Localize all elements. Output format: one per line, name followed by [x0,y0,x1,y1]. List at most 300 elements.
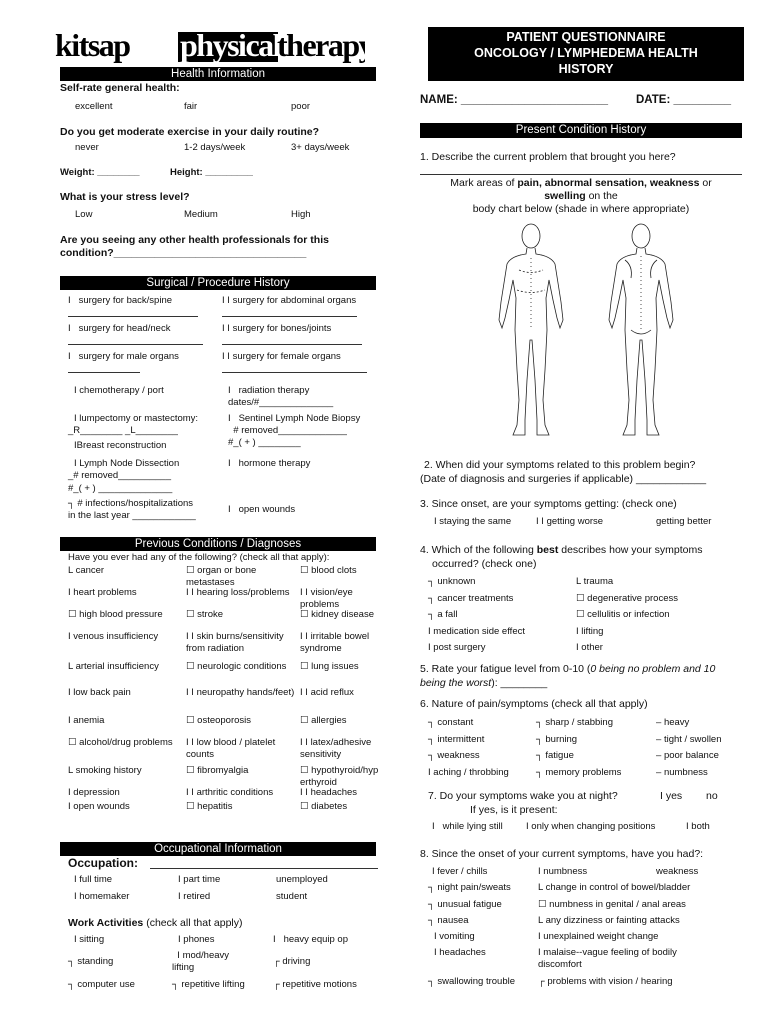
option-label: cellulitis or infection [587,609,670,620]
checkbox-icon: ┐ [428,899,438,910]
section-title: Present Condition History [515,124,647,136]
question-line-1: Are you seeing any other health professionals for this [60,234,329,246]
q8-option[interactable] [428,915,469,926]
text: ): ________ [491,677,548,689]
lymph-removed[interactable]: _# removed__________ [68,470,172,481]
text: 2. When did your symptoms related to this problem begin? [424,459,696,471]
option-label: sharp / stabbing [545,717,613,728]
q8-option[interactable] [538,899,686,910]
q7-both[interactable]: I both [686,821,710,832]
work-repetitive-lifting[interactable]: ┐ repetitive lifting [172,979,245,990]
checkbox-icon: ☐ [68,609,80,620]
hormone-therapy[interactable]: I hormone therapy [228,458,311,469]
q4-option[interactable] [428,591,513,607]
surgery-male-organs[interactable]: I surgery for male organs [68,351,179,362]
checkbox-icon: I [68,587,74,598]
text: body chart below (shade in where appropriate) [472,203,690,215]
label: mod/heavy lifting [172,950,230,973]
section-occupational [60,842,376,856]
checkbox-icon: I I [186,737,197,748]
logo-graphic [55,26,365,64]
checkbox-icon: ☐ [300,801,312,812]
checkbox-icon: ☐ [186,801,198,812]
surgery-female-organs[interactable]: I I surgery for female organs [222,351,341,362]
condition-option[interactable] [68,715,178,727]
q4-option[interactable] [576,607,670,623]
checkbox-icon: I I [300,587,311,598]
q8-option[interactable] [538,931,658,942]
q7-changing-positions[interactable]: I only when changing positions [526,821,656,832]
q8-option[interactable] [434,931,475,942]
condition-option[interactable] [300,737,392,761]
q7-lying-still[interactable]: I while lying still [432,821,503,832]
q4-option[interactable] [428,607,457,623]
option-label: trauma [583,576,614,587]
checkbox-icon: I I [186,787,197,798]
option-label: medication side effect [433,625,525,637]
label: lumpectomy or mastectomy: [79,413,199,424]
height-field[interactable]: Height: _________ [170,167,253,178]
checkbox-icon: ☐ [576,609,588,620]
general-health-question: Self-rate general health: [60,82,180,94]
lumpectomy-rl[interactable]: _R________ _L________ [68,425,178,436]
condition-label: stroke [197,609,224,620]
sentinel-positive: #_( + ) ________ [228,437,301,448]
option-3-days[interactable]: 3+ days/week [291,142,350,153]
label: computer use [77,979,135,990]
back-body-figure [609,224,673,435]
name-field[interactable]: NAME: _______________________ [420,94,608,106]
section-title: Surgical / Procedure History [146,277,290,289]
condition-label: neuropathy hands/feet) [196,687,295,698]
label: standing [77,956,114,967]
radiation-dates: dates/#______________ [228,397,334,408]
checkbox-icon: I [428,766,434,778]
condition-option[interactable] [300,565,392,577]
label: heavy equip op [283,934,349,945]
label: surgery for head/neck [78,323,171,334]
checkbox-icon: ☐ [300,565,312,576]
q8-option[interactable] [538,976,673,987]
condition-label: neurologic conditions [197,661,287,672]
label: staying the same [439,516,512,527]
option-label: unknown [437,576,476,587]
q4-option[interactable] [576,591,678,607]
option-label: intermittent [437,733,485,745]
svg-text:kitsap: kitsap [55,27,130,63]
option-label: degenerative process [587,592,678,604]
q4-option[interactable] [576,624,603,640]
sentinel-biopsy[interactable]: I Sentinel Lymph Node Biopsy # removed_____________ #_( + ) ________ [228,413,361,448]
occ-part-time[interactable]: I part time [178,874,221,885]
body-chart-instructions [420,177,742,216]
breast-reconstruction[interactable]: IBreast reconstruction [74,440,167,451]
condition-option[interactable] [186,661,296,673]
section-present-condition [420,123,742,138]
option-label: fatigue [545,750,574,761]
questionnaire-title [428,27,744,81]
q6-option[interactable] [536,765,621,782]
q8-option[interactable] [538,947,713,971]
opt-getting-better[interactable] [656,516,711,527]
option-label: numbness [543,866,588,877]
work-phones[interactable]: I phones [178,934,215,945]
occ-student[interactable] [276,891,307,902]
work-driving[interactable]: ┌ driving [273,956,311,967]
radiation-therapy[interactable]: I radiation therapy dates/#______________ [228,385,334,408]
work-standing[interactable]: ┐ standing [68,956,114,967]
q4-option[interactable] [428,640,486,656]
condition-option[interactable] [68,587,178,599]
weight-field[interactable]: Weight: ________ [60,167,140,178]
option-label: poor balance [663,750,719,761]
condition-option[interactable] [186,587,296,599]
section-title: Occupational Information [154,843,282,855]
condition-option[interactable] [300,609,392,621]
surgery-bones-joints[interactable]: I I surgery for bones/joints [222,323,332,334]
q8-option[interactable] [428,899,502,910]
q6-option[interactable] [428,715,473,732]
condition-option[interactable] [68,737,178,749]
text: 4. Which of the following [420,544,537,556]
checkbox-icon: ┐ [536,750,546,761]
logo [55,26,365,64]
checkbox-icon: L [576,576,584,587]
label: while lying still [442,821,503,832]
q8-option[interactable] [538,882,690,893]
condition-label: lung issues [311,661,359,672]
exercise-question: Do you get moderate exercise in your daily routine? [60,126,320,138]
q8-option[interactable] [434,947,486,958]
label: Sentinel Lymph Node Biopsy [238,413,361,424]
checkbox-icon: ┐ [428,576,438,587]
condition-option[interactable] [300,661,392,673]
divider [68,372,140,373]
checkbox-icon: I [68,801,74,812]
condition-label: low blood / platelet counts [186,737,276,760]
q1-answer-line [420,174,742,175]
chemotherapy[interactable]: I chemotherapy / port [74,385,164,396]
checkbox-icon: L [538,915,546,926]
checkbox-icon: L [538,882,546,893]
condition-option[interactable] [68,661,178,673]
q6-option[interactable] [536,732,577,749]
label: surgery for bones/joints [232,323,332,334]
text-bold: best [536,544,559,556]
condition-label: latex/adhesive sensitivity [300,737,372,760]
checkbox-icon: ☐ [300,765,312,776]
text: occurred? (check one) [432,558,537,570]
option-label: any dizziness or fainting attacks [545,915,680,926]
q6-option[interactable] [656,732,722,749]
option-label: weakness [437,750,480,761]
label-2: in the last year ____________ [68,510,196,521]
checkbox-icon: I [538,931,544,942]
q8-option[interactable] [538,915,680,926]
label: homemaker [79,891,130,902]
label: only when changing positions [531,821,656,832]
label: surgery for abdominal organs [232,295,357,306]
label: Occupation: [68,856,139,870]
option-high[interactable]: High [291,209,311,220]
condition-option[interactable] [186,737,296,761]
surgery-back-spine[interactable]: I surgery for back/spine [68,295,173,306]
checkbox-icon: L [68,661,76,672]
lymph-node-dissection[interactable]: I Lymph Node Dissection [74,458,180,469]
condition-option[interactable] [186,715,296,727]
condition-label: arthritic conditions [196,787,274,798]
condition-option[interactable] [186,565,296,589]
option-label: heavy [663,717,690,728]
q8-option[interactable] [428,882,511,893]
q6-option[interactable] [428,732,484,749]
work-activities-heading [68,917,243,929]
open-wounds-surgical[interactable]: I open wounds [228,504,296,515]
condition-label: open wounds [73,801,130,812]
other-professionals-question[interactable] [60,234,329,260]
condition-label: osteoporosis [197,715,252,726]
checkbox-icon: I I [186,687,197,698]
q6-option[interactable] [656,715,689,732]
text: describes how your symptoms [558,544,703,556]
q4-option[interactable] [576,574,613,590]
checkbox-icon: ┐ [428,915,438,926]
text: 5. Rate your fatigue level from 0-10 ( [420,663,591,675]
checkbox-icon: I [434,931,440,942]
condition-label: kidney disease [311,609,375,620]
surgery-head-neck[interactable]: I surgery for head/neck [68,323,171,334]
q8-option[interactable] [428,976,515,987]
checkbox-icon: ┐ [428,976,438,987]
q8-option[interactable] [432,866,487,877]
condition-label: allergies [311,715,347,726]
text: 7. Do your symptoms wake you at night? [428,790,618,802]
q8-option[interactable] [656,866,698,877]
option-label: a fall [437,609,458,620]
checkbox-icon: ☐ [300,715,312,726]
option-label: weakness [656,866,699,877]
option-low[interactable]: Low [75,209,93,220]
q6-option[interactable] [428,765,509,782]
text-italic: being the worst [420,677,492,689]
option-medium[interactable]: Medium [184,209,218,220]
work-sitting[interactable]: I sitting [74,934,105,945]
condition-option[interactable] [68,801,178,813]
condition-option[interactable] [186,687,296,699]
condition-option[interactable] [186,801,296,813]
q8-option[interactable] [538,866,587,877]
option-label: unexplained weight change [543,931,659,942]
condition-label: diabetes [311,801,348,812]
checkbox-icon: ┐ [428,717,438,728]
divider [222,344,362,345]
option-label: burning [545,733,578,745]
label: open wounds [238,504,296,515]
checkbox-icon: ☐ [186,765,198,776]
option-label: change in control of bowel/bladder [545,882,691,893]
q3-symptom-trend: 3. Since onset, are your symptoms getting: (check one) [420,498,677,510]
condition-label: acid reflux [310,687,354,698]
condition-option[interactable] [186,609,296,621]
option-label: malaise--vague feeling of bodily discomfort [538,947,677,970]
condition-option[interactable] [186,631,296,655]
checkbox-icon: I I [300,687,311,698]
lymph-positive[interactable]: #_( + ) ______________ [68,483,173,494]
checkbox-icon: L [68,765,76,776]
occupation-field[interactable] [68,856,138,870]
label: Lymph Node Dissection [79,458,180,469]
condition-label: irritable bowel syndrome [300,631,370,654]
q7-yes[interactable]: I yes [660,790,683,802]
body-chart[interactable] [497,220,687,444]
label: part time [183,874,221,885]
checkbox-icon: ☐ [538,899,550,910]
checkbox-icon: ☐ [186,565,198,576]
checkbox-icon: I [432,866,438,877]
condition-option[interactable] [68,787,178,799]
divider [222,316,357,317]
q6-option[interactable] [656,748,719,765]
option-label: headaches [439,947,486,958]
condition-option[interactable] [300,631,392,655]
option-label: lifting [581,625,604,637]
option-fair[interactable]: fair [184,101,198,112]
option-label: numbness in genital / anal areas [549,899,686,910]
condition-label: depression [73,787,120,798]
option-never[interactable]: never [75,142,99,153]
work-computer-use[interactable]: ┐ computer use [68,979,135,990]
checkbox-icon: I [68,715,74,726]
condition-option[interactable] [300,687,392,699]
q4-option[interactable] [428,574,475,590]
condition-label: vision/eye problems [300,587,353,610]
checkbox-icon: ☐ [300,609,312,620]
option-label: post surgery [433,642,486,653]
occ-unemployed[interactable] [276,874,328,885]
occ-retired[interactable]: I retired [178,891,211,902]
condition-option[interactable] [300,801,392,813]
work-mod-heavy-lifting[interactable]: I mod/heavy lifting [172,950,230,973]
condition-label: high blood pressure [79,609,163,620]
label: Breast reconstruction [76,440,167,451]
q6-option[interactable] [656,765,708,782]
checkbox-icon: ┐ [428,750,438,761]
section-title: Health Information [171,68,265,80]
section-surgical-history [60,276,376,290]
text: If yes, is it present: [470,804,558,816]
option-poor[interactable]: poor [291,101,311,112]
checkbox-icon: I I [300,631,311,642]
section-title: Previous Conditions / Diagnoses [134,538,302,550]
checkbox-icon: I [434,947,440,958]
q7-no[interactable]: no [706,790,718,802]
q5-fatigue[interactable] [420,662,750,690]
option-label: constant [437,717,474,728]
checkbox-icon: I [68,787,74,798]
checkbox-icon: I I [300,737,311,748]
divider [68,316,198,317]
option-label: nausea [437,915,469,926]
q8-since-onset: 8. Since the onset of your current symptoms, have you had?: [420,848,704,860]
question-line-2: condition?_________________________________ [60,247,307,259]
option-label: night pain/sweats [437,882,511,893]
hint: (check all that apply) [146,917,243,929]
condition-option[interactable] [300,587,392,611]
option-label: swallowing trouble [437,976,515,987]
option-1-2-days[interactable]: 1-2 days/week [184,142,246,153]
label: Work Activities [68,917,144,929]
condition-label: low back pain [73,687,131,698]
option-excellent[interactable]: excellent [75,101,113,112]
occ-homemaker[interactable]: I homemaker [74,891,130,902]
lumpectomy-mastectomy[interactable]: I lumpectomy or mastectomy: [74,413,199,424]
checkbox-icon: ☐ [576,592,588,604]
label: hormone therapy [238,458,311,469]
condition-option[interactable] [68,765,178,777]
label: full time [79,874,113,885]
label: surgery for female organs [232,351,341,362]
q6-option[interactable] [536,748,574,765]
q6-option[interactable] [428,748,480,765]
label: repetitive lifting [181,979,245,990]
opt-staying-same[interactable]: I staying the same [434,516,512,527]
checkbox-icon: I [68,687,74,698]
title-line-1: PATIENT QUESTIONNAIRE [506,30,666,44]
condition-option[interactable] [68,609,178,621]
checkbox-icon: – [656,750,664,761]
condition-option[interactable] [186,787,296,799]
condition-option[interactable] [300,765,392,789]
condition-label: hepatitis [197,801,233,812]
condition-option[interactable] [68,687,178,699]
q2-symptom-onset[interactable] [420,458,706,486]
checkbox-icon: ☐ [68,737,80,748]
checkbox-icon: ☐ [186,715,198,726]
section-previous-conditions [60,537,376,551]
condition-option[interactable] [300,787,392,799]
q4-option[interactable] [428,624,525,640]
condition-option[interactable] [300,715,392,727]
option-label: unusual fatigue [437,899,502,910]
checkbox-icon: L [68,565,76,576]
condition-label: smoking history [75,765,142,776]
text: Mark areas of [450,177,518,189]
condition-label: anemia [73,715,105,726]
checkbox-icon: ┌ [538,976,548,987]
q6-option[interactable] [536,715,613,732]
condition-option[interactable] [68,565,178,577]
label: phones [183,934,215,945]
checkbox-icon: ☐ [300,661,312,672]
label: driving [282,956,311,967]
checkbox-icon: – [656,717,664,728]
checkbox-icon: I [538,866,544,877]
checkbox-icon: I I [300,787,311,798]
opt-getting-worse[interactable]: I I getting worse [536,516,604,527]
work-repetitive-motions[interactable]: ┌ repetitive motions [273,979,357,990]
date-field[interactable]: DATE: _________ [636,94,732,106]
svg-text:therapy: therapy [277,27,365,63]
occ-full-time[interactable]: I full time [74,874,113,885]
infections-hospitalizations[interactable]: ┐ # infections/hospitalizations in the last year ____________ [68,498,196,521]
surgery-abdominal[interactable]: I I surgery for abdominal organs [222,295,357,306]
label: chemotherapy / port [79,385,164,396]
work-heavy-equip[interactable]: I heavy equip op [273,934,349,945]
condition-option[interactable] [186,765,296,777]
q1-describe-problem: 1. Describe the current problem that brought you here? [420,151,676,163]
q4-option[interactable] [576,640,603,656]
condition-option[interactable] [68,631,178,643]
